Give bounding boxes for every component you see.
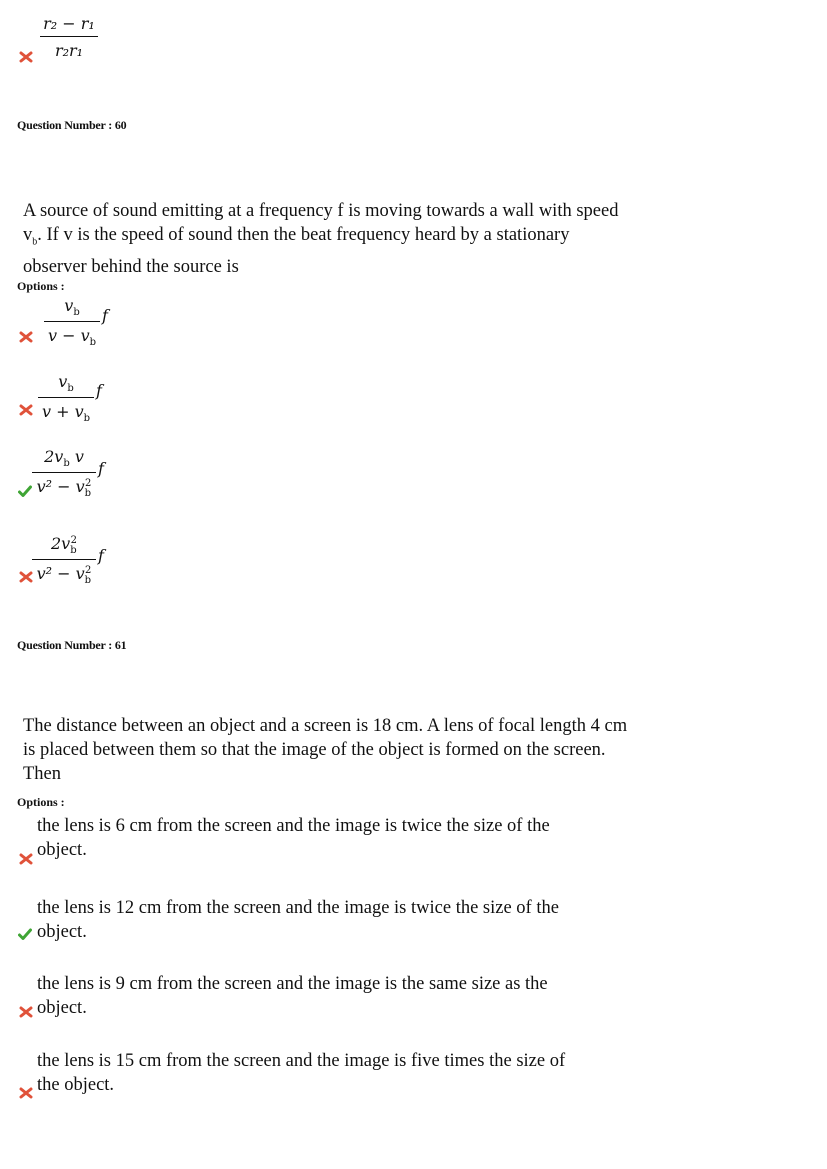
q61-option-2 — [37, 896, 637, 944]
q60-option-1-denominator: $v - v_b$ — [47, 326, 97, 349]
q61-option-2-line-1: the lens is 12 cm from the screen and the image is twice the size of the — [37, 898, 559, 918]
q61-option-4 — [37, 1049, 637, 1097]
question-61-line-2: is placed between them so that the image of the object is formed on the screen. — [23, 740, 606, 760]
q60-option-4-formula — [32, 534, 96, 586]
cross-mark-icon — [19, 404, 33, 416]
q61-option-4-line-2: the object. — [37, 1075, 115, 1095]
q60-option-1-numerator: $v_b$ — [64, 296, 80, 319]
question-61-text — [23, 714, 703, 786]
q60-option-2-formula — [38, 372, 94, 424]
cross-mark-icon — [19, 1006, 33, 1018]
question-60-text — [23, 199, 703, 279]
q61-option-3-line-1: the lens is 9 cm from the screen and the image is the same size as the — [37, 974, 548, 994]
cross-mark-icon — [19, 853, 33, 865]
q61-option-4-line-1: the lens is 15 cm from the screen and the image is five times the size of — [37, 1051, 566, 1071]
q60-option-2-numerator: $v_b$ — [58, 372, 74, 395]
prev-option-denominator: r₂r₁ — [54, 41, 84, 60]
cross-mark-icon — [19, 1087, 33, 1099]
question-60-line-2: $v_b$. If v is the speed of sound then the beat frequency heard by a stationary — [23, 225, 570, 248]
question-61-line-1: The distance between an object and a screen is 18 cm. A lens of focal length 4 cm — [23, 716, 628, 736]
options-label: Options : — [17, 795, 65, 809]
fraction-bar — [44, 321, 100, 322]
prev-option-formula — [40, 14, 98, 60]
q60-option-2-suffix: f — [96, 381, 102, 400]
q60-option-4-denominator: $v^2 - v_b^2$ — [36, 564, 92, 587]
cross-mark-icon — [19, 571, 33, 583]
question-60-line-1: A source of sound emitting at a frequency f is moving towards a wall with speed — [23, 201, 619, 221]
cross-mark-icon — [19, 331, 33, 343]
q60-option-4-suffix: f — [98, 546, 104, 565]
question-61-line-3: Then — [23, 764, 62, 784]
q61-option-1-line-2: object. — [37, 840, 87, 860]
q60-option-1-suffix: f — [102, 306, 108, 325]
fraction-bar — [40, 36, 98, 37]
question-number-61: Question Number : 61 — [17, 638, 127, 652]
question-number-60: Question Number : 60 — [17, 118, 127, 132]
q60-option-4-numerator: $2v_b^2$ — [51, 534, 77, 557]
q60-option-1-formula — [44, 296, 100, 348]
q61-option-1-line-1: the lens is 6 cm from the screen and the image is twice the size of the — [37, 816, 550, 836]
q61-option-3 — [37, 972, 637, 1020]
q60-option-3-numerator: $2v_b$ v — [44, 447, 84, 470]
question-60-line-3: observer behind the source is — [23, 256, 239, 277]
cross-mark-icon — [19, 51, 33, 63]
check-mark-icon — [18, 928, 32, 940]
fraction-bar — [32, 472, 96, 473]
check-mark-icon — [18, 485, 32, 497]
q60-option-3-formula — [32, 447, 96, 499]
prev-option-numerator: r₂ − r₁ — [43, 14, 95, 33]
q61-option-1 — [37, 814, 637, 862]
q60-option-3-denominator: $v^2 - v_b^2$ — [36, 477, 92, 500]
options-label: Options : — [17, 279, 65, 293]
fraction-bar — [38, 397, 94, 398]
q61-option-2-line-2: object. — [37, 922, 87, 942]
q60-option-2-denominator: $v + v_b$ — [41, 402, 91, 425]
q60-option-3-suffix: f — [98, 459, 104, 478]
q61-option-3-line-2: object. — [37, 998, 87, 1018]
fraction-bar — [32, 559, 96, 560]
